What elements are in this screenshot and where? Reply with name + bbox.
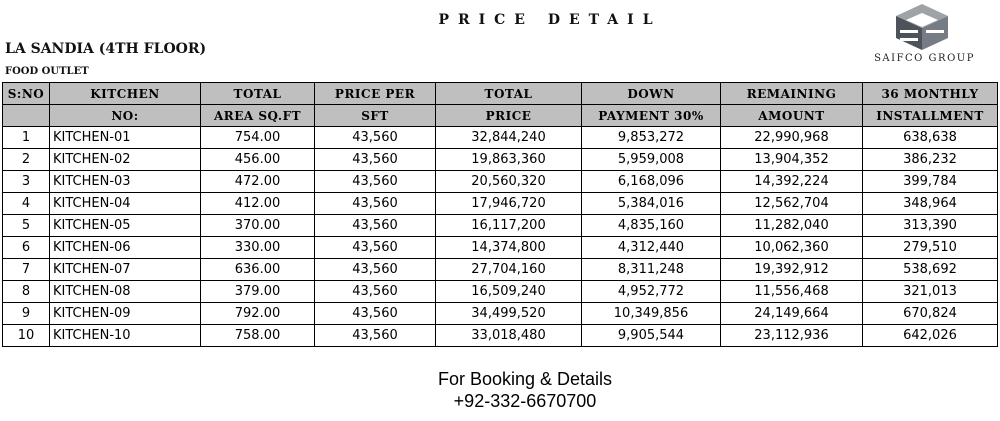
sno-cell: 6 bbox=[3, 237, 50, 259]
kitchen-cell: KITCHEN-04 bbox=[50, 193, 201, 215]
header-row-bottom bbox=[3, 105, 998, 127]
kitchen-cell: KITCHEN-08 bbox=[50, 281, 201, 303]
total-price-cell: 14,374,800 bbox=[436, 237, 582, 259]
remaining-cell: 13,904,352 bbox=[721, 149, 863, 171]
installment-cell: 538,692 bbox=[863, 259, 998, 281]
project-name: LA SANDIA (4TH FLOOR) bbox=[5, 41, 207, 57]
header-cell: PRICE bbox=[436, 105, 582, 127]
total-price-cell: 33,018,480 bbox=[436, 325, 582, 347]
down-payment-cell: 8,311,248 bbox=[582, 259, 721, 281]
price-per-sft-cell: 43,560 bbox=[315, 193, 436, 215]
sno-cell: 5 bbox=[3, 215, 50, 237]
price-per-sft-cell: 43,560 bbox=[315, 281, 436, 303]
total-price-cell: 17,946,720 bbox=[436, 193, 582, 215]
price-per-sft-cell: 43,560 bbox=[315, 127, 436, 149]
header-cell: TOTAL bbox=[436, 83, 582, 105]
kitchen-cell: KITCHEN-09 bbox=[50, 303, 201, 325]
area-cell: 330.00 bbox=[201, 237, 315, 259]
total-price-cell: 19,863,360 bbox=[436, 149, 582, 171]
header-cell: 36 MONTHLY bbox=[863, 83, 998, 105]
category-label: FOOD OUTLET bbox=[5, 66, 89, 77]
remaining-cell: 24,149,664 bbox=[721, 303, 863, 325]
sno-cell: 3 bbox=[3, 171, 50, 193]
kitchen-cell: KITCHEN-02 bbox=[50, 149, 201, 171]
down-payment-cell: 10,349,856 bbox=[582, 303, 721, 325]
header-cell: PRICE PER bbox=[315, 83, 436, 105]
down-payment-cell: 5,384,016 bbox=[582, 193, 721, 215]
installment-cell: 642,026 bbox=[863, 325, 998, 347]
header-cell: AMOUNT bbox=[721, 105, 863, 127]
phone-number: +92-332-6670700 bbox=[453, 391, 597, 411]
header-cell: S:NO bbox=[3, 83, 50, 105]
area-cell: 370.00 bbox=[201, 215, 315, 237]
area-cell: 754.00 bbox=[201, 127, 315, 149]
remaining-cell: 19,392,912 bbox=[721, 259, 863, 281]
header-cell: TOTAL bbox=[201, 83, 315, 105]
table-row bbox=[3, 127, 998, 149]
table-row bbox=[3, 171, 998, 193]
sno-cell: 10 bbox=[3, 325, 50, 347]
remaining-cell: 10,062,360 bbox=[721, 237, 863, 259]
sno-cell: 4 bbox=[3, 193, 50, 215]
area-cell: 412.00 bbox=[201, 193, 315, 215]
total-price-cell: 20,560,320 bbox=[436, 171, 582, 193]
price-per-sft-cell: 43,560 bbox=[315, 215, 436, 237]
table-row bbox=[3, 259, 998, 281]
installment-cell: 321,013 bbox=[863, 281, 998, 303]
area-cell: 472.00 bbox=[201, 171, 315, 193]
header-cell: INSTALLMENT bbox=[863, 105, 998, 127]
sno-cell: 8 bbox=[3, 281, 50, 303]
table-row bbox=[3, 149, 998, 171]
header-cell bbox=[3, 105, 50, 127]
table-row bbox=[3, 237, 998, 259]
down-payment-cell: 4,952,772 bbox=[582, 281, 721, 303]
sno-cell: 1 bbox=[3, 127, 50, 149]
kitchen-cell: KITCHEN-01 bbox=[50, 127, 201, 149]
installment-cell: 638,638 bbox=[863, 127, 998, 149]
down-payment-cell: 9,853,272 bbox=[582, 127, 721, 149]
saifco-logo-icon bbox=[886, 2, 956, 52]
remaining-cell: 14,392,224 bbox=[721, 171, 863, 193]
installment-cell: 399,784 bbox=[863, 171, 998, 193]
price-per-sft-cell: 43,560 bbox=[315, 259, 436, 281]
remaining-cell: 11,282,040 bbox=[721, 215, 863, 237]
total-price-cell: 16,117,200 bbox=[436, 215, 582, 237]
header-cell: KITCHEN bbox=[50, 83, 201, 105]
header-cell: AREA SQ.FT bbox=[201, 105, 315, 127]
kitchen-cell: KITCHEN-03 bbox=[50, 171, 201, 193]
down-payment-cell: 6,168,096 bbox=[582, 171, 721, 193]
total-price-cell: 16,509,240 bbox=[436, 281, 582, 303]
area-cell: 792.00 bbox=[201, 303, 315, 325]
table-row bbox=[3, 281, 998, 303]
header-row-top bbox=[3, 83, 998, 105]
price-per-sft-cell: 43,560 bbox=[315, 237, 436, 259]
installment-cell: 313,390 bbox=[863, 215, 998, 237]
down-payment-cell: 5,959,008 bbox=[582, 149, 721, 171]
price-per-sft-cell: 43,560 bbox=[315, 171, 436, 193]
booking-text: For Booking & Details bbox=[437, 369, 613, 389]
table-row bbox=[3, 215, 998, 237]
kitchen-cell: KITCHEN-07 bbox=[50, 259, 201, 281]
installment-cell: 279,510 bbox=[863, 237, 998, 259]
remaining-cell: 12,562,704 bbox=[721, 193, 863, 215]
kitchen-cell: KITCHEN-10 bbox=[50, 325, 201, 347]
area-cell: 456.00 bbox=[201, 149, 315, 171]
total-price-cell: 27,704,160 bbox=[436, 259, 582, 281]
remaining-cell: 23,112,936 bbox=[721, 325, 863, 347]
table-row bbox=[3, 193, 998, 215]
total-price-cell: 34,499,520 bbox=[436, 303, 582, 325]
kitchen-cell: KITCHEN-06 bbox=[50, 237, 201, 259]
page-title: PRICE DETAIL bbox=[438, 12, 662, 28]
table-row bbox=[3, 303, 998, 325]
table-row bbox=[3, 325, 998, 347]
sno-cell: 2 bbox=[3, 149, 50, 171]
installment-cell: 386,232 bbox=[863, 149, 998, 171]
down-payment-cell: 4,312,440 bbox=[582, 237, 721, 259]
price-per-sft-cell: 43,560 bbox=[315, 149, 436, 171]
installment-cell: 348,964 bbox=[863, 193, 998, 215]
area-cell: 379.00 bbox=[201, 281, 315, 303]
area-cell: 636.00 bbox=[201, 259, 315, 281]
down-payment-cell: 9,905,544 bbox=[582, 325, 721, 347]
remaining-cell: 11,556,468 bbox=[721, 281, 863, 303]
price-table bbox=[2, 82, 998, 347]
kitchen-cell: KITCHEN-05 bbox=[50, 215, 201, 237]
header-cell: REMAINING bbox=[721, 83, 863, 105]
brand-name: SAIFCO GROUP bbox=[874, 53, 975, 64]
installment-cell: 670,824 bbox=[863, 303, 998, 325]
down-payment-cell: 4,835,160 bbox=[582, 215, 721, 237]
sno-cell: 9 bbox=[3, 303, 50, 325]
booking-contact bbox=[0, 368, 1000, 412]
header-cell: NO: bbox=[50, 105, 201, 127]
price-per-sft-cell: 43,560 bbox=[315, 303, 436, 325]
header-cell: SFT bbox=[315, 105, 436, 127]
area-cell: 758.00 bbox=[201, 325, 315, 347]
total-price-cell: 32,844,240 bbox=[436, 127, 582, 149]
sno-cell: 7 bbox=[3, 259, 50, 281]
price-per-sft-cell: 43,560 bbox=[315, 325, 436, 347]
remaining-cell: 22,990,968 bbox=[721, 127, 863, 149]
header-cell: DOWN bbox=[582, 83, 721, 105]
header-cell: PAYMENT 30% bbox=[582, 105, 721, 127]
